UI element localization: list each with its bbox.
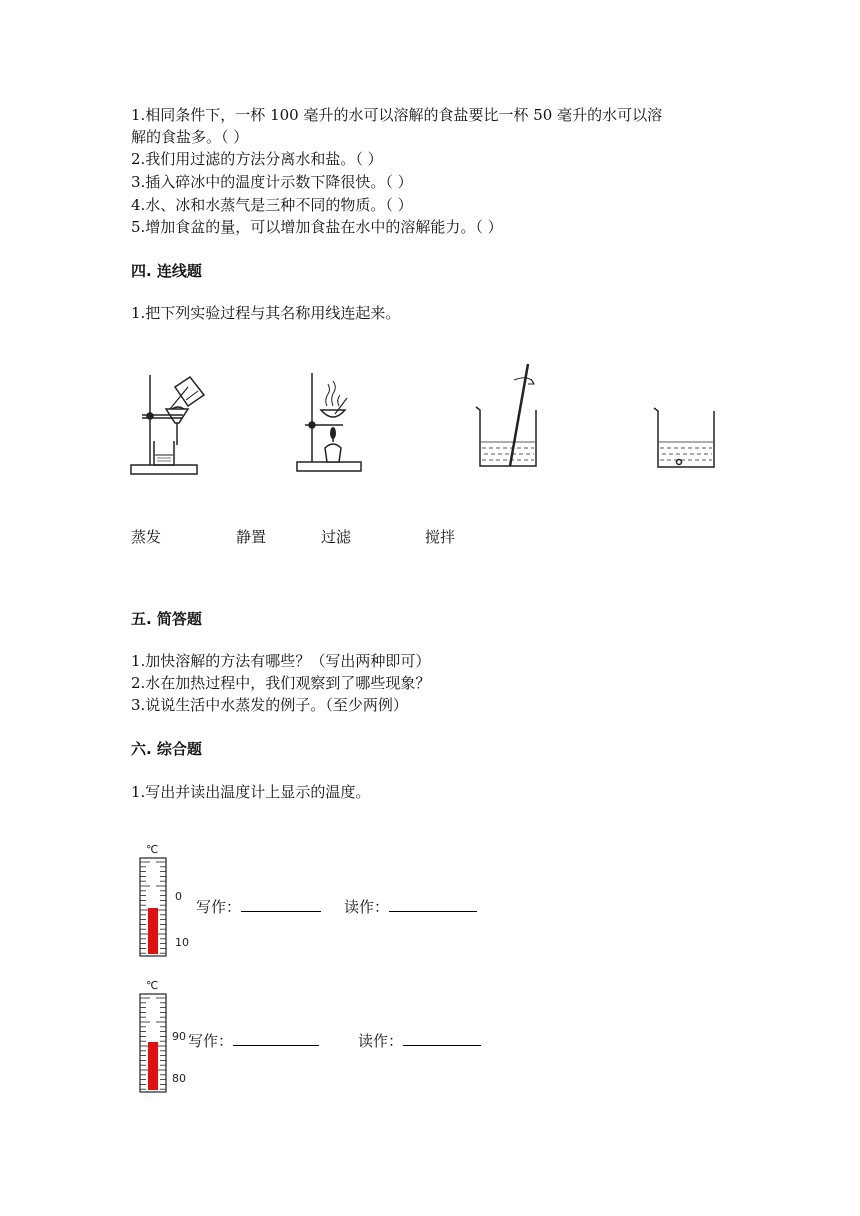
matching-label-settling: 静置 [236,528,267,546]
short-answer-q3: 3.说说生活中水蒸发的例子。（至少两例） [131,696,408,714]
thermometer-2-write-label: 写作： [188,1032,234,1050]
thermometer-1-read-label: 读作： [344,898,390,916]
filtration-apparatus-icon [128,365,203,480]
thermometer-1-write-label: 写作： [196,898,242,916]
thermometer-2-write-blank[interactable] [233,1029,319,1046]
section-4-heading: 四. 连线题 [131,262,202,280]
comprehensive-q1: 1.写出并读出温度计上显示的温度。 [131,783,371,801]
section-6-heading: 六. 综合题 [131,740,202,758]
judgement-q1-line1: 1.相同条件下，一杯 100 毫升的水可以溶解的食盐要比一杯 50 毫升的水可以溶 [131,106,663,124]
judgement-q1-line2: 解的食盐多。（ ） [131,128,249,146]
thermometer-1-unit: ℃ [146,843,159,856]
thermometer-2-tick-top: 90 [172,1030,186,1043]
thermometer-1-tick-bottom: 10 [175,936,189,949]
thermometer-2 [130,976,190,1094]
thermometer-2-read-label: 读作： [358,1032,404,1050]
judgement-q3: 3.插入碎冰中的温度计示数下降很快。（ ） [131,173,413,191]
matching-label-stirring: 搅拌 [425,528,456,546]
thermometer-1-read-blank[interactable] [389,895,477,912]
short-answer-q2: 2.水在加热过程中，我们观察到了哪些现象？ [131,674,431,692]
thermometer-1-liquid [148,908,158,954]
matching-q1: 1.把下列实验过程与其名称用线连起来。 [131,304,401,322]
thermometer-2-read [358,1029,481,1051]
thermometer-1-write [196,895,321,917]
thermometer-1-tick-top: 0 [175,890,182,903]
matching-label-evaporation: 蒸发 [131,528,162,546]
thermometer-2-unit: ℃ [146,979,159,992]
settling-beaker-icon [652,404,722,474]
judgement-q5: 5.增加食盆的量，可以增加食盐在水中的溶解能力。（ ） [131,218,503,236]
thermometer-2-liquid [148,1042,158,1090]
section-5-heading: 五. 简答题 [131,610,202,628]
thermometer-2-write [188,1029,319,1051]
stirring-beaker-icon [474,362,544,472]
thermometer-2-tick-bottom: 80 [172,1072,186,1085]
judgement-q2: 2.我们用过滤的方法分离水和盐。（ ） [131,150,383,168]
thermometer-1 [130,840,190,958]
matching-label-filtration: 过滤 [321,528,352,546]
judgement-q4: 4.水、冰和水蒸气是三种不同的物质。（ ） [131,196,413,214]
evaporation-apparatus-icon [295,370,365,475]
thermometer-2-read-blank[interactable] [403,1029,481,1046]
thermometer-1-write-blank[interactable] [241,895,321,912]
short-answer-q1: 1.加快溶解的方法有哪些？（写出两种即可） [131,652,431,670]
thermometer-1-read [344,895,477,917]
